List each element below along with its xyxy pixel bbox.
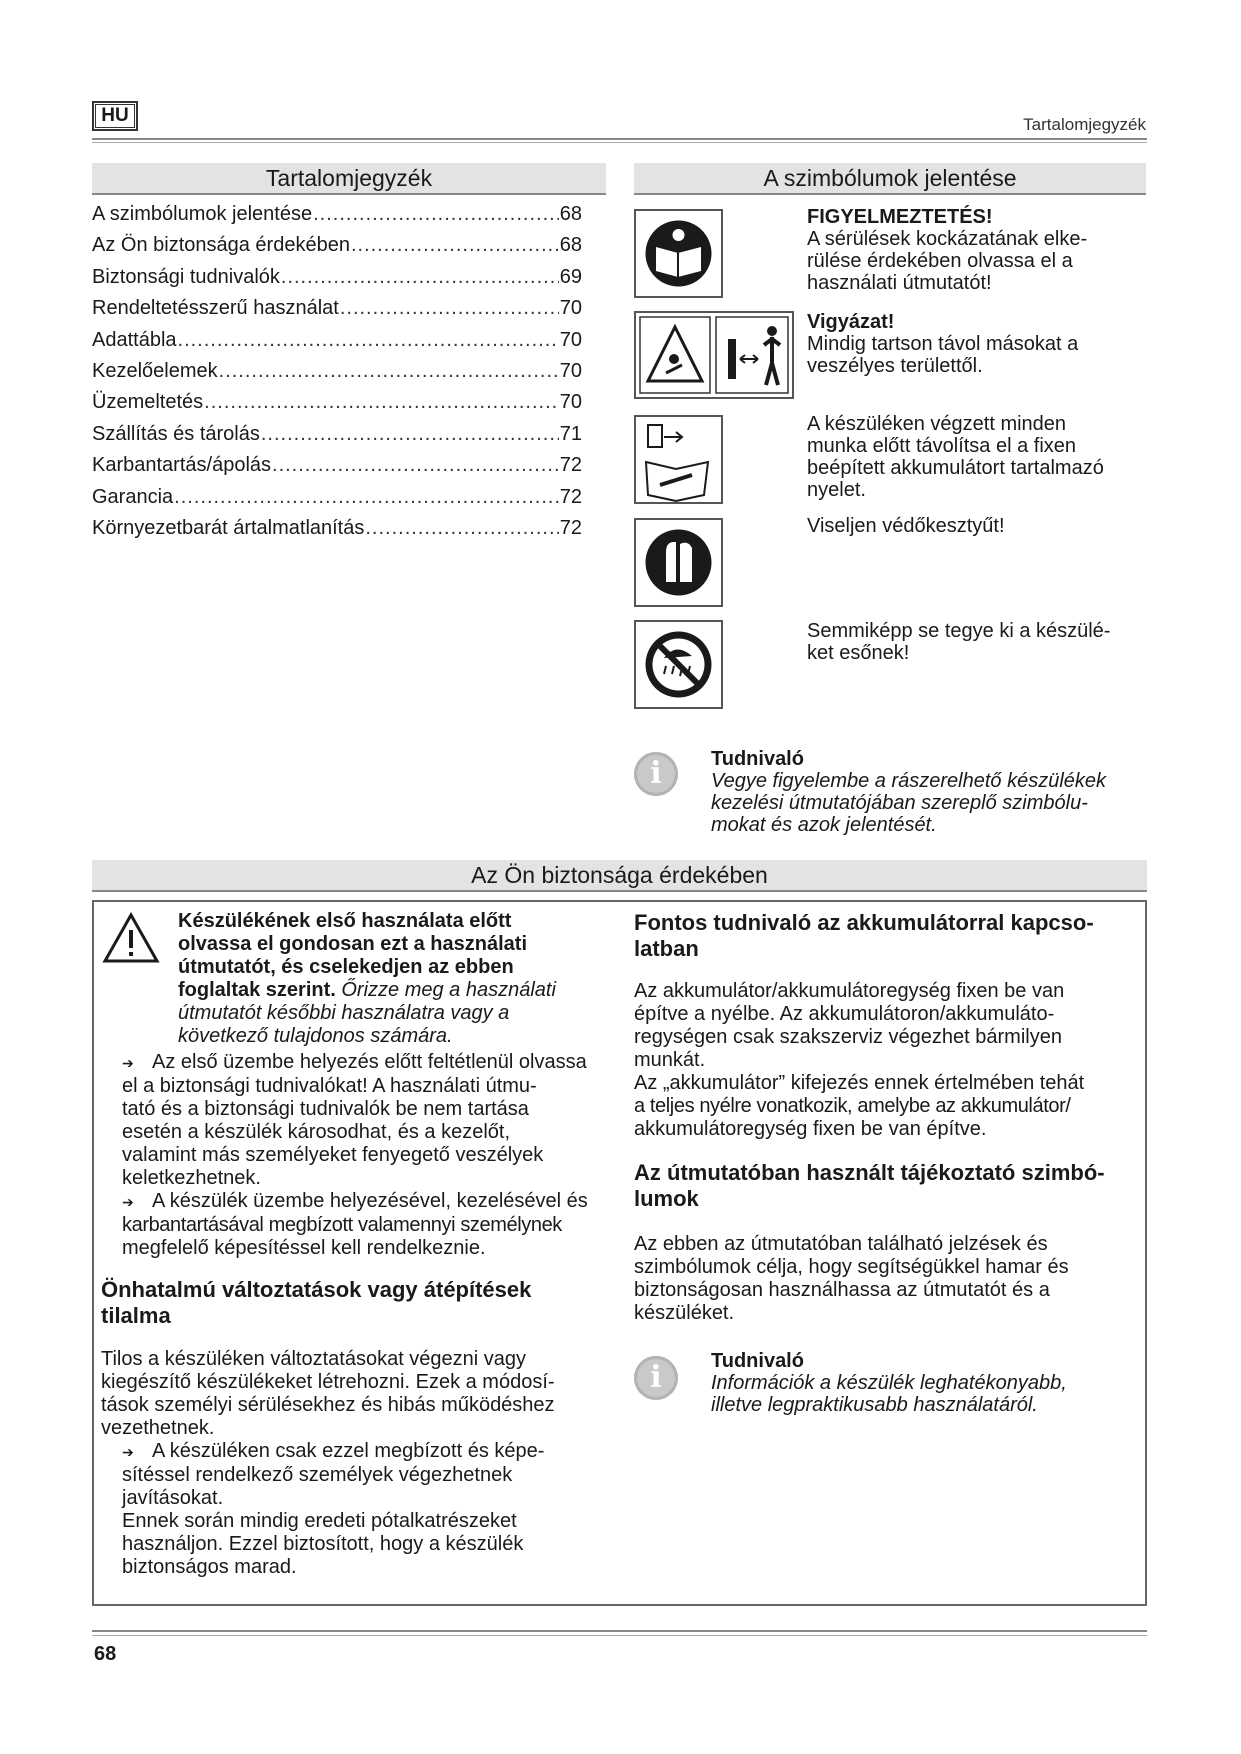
symbols-note <box>711 748 1106 836</box>
safety-bullets <box>122 1051 642 1260</box>
toc-entry-label: Az Ön biztonsága érdekében <box>92 234 350 257</box>
bullet-text: tató és a biztonsági tudnivalók be nem tartása <box>122 1098 529 1120</box>
read-manual-symbol <box>634 209 723 298</box>
page-number: 68 <box>94 1643 117 1665</box>
battery-text-line: akkumulátoregység fixen be van építve. <box>634 1118 987 1140</box>
first-use-bold-line: Készülékének első használata előtt <box>178 910 512 932</box>
battery-text-line: nyelet. <box>807 479 866 501</box>
modification-heading <box>101 1277 641 1329</box>
toc-dot-leader <box>340 297 559 320</box>
toc-entry-page: 70 <box>559 359 582 382</box>
warning-triangle-icon <box>102 912 160 964</box>
arrow-bullet-icon: ➔ <box>122 1194 134 1210</box>
bullet-text: megfelelő képesítéssel kell rendelkeznie. <box>122 1237 486 1259</box>
read-manual-icon <box>636 211 721 296</box>
bullet-text: használjon. Ezzel biztosított, hogy a készülék <box>122 1533 524 1555</box>
modification-text <box>101 1348 641 1440</box>
note-text-line: mokat és azok jelentését. <box>711 814 937 836</box>
info-text-line: Az ebben az útmutatóban található jelzések és <box>634 1233 1048 1255</box>
warning-text-line: A sérülések kockázatának elke- <box>807 228 1088 250</box>
bullet-text: A készüléken csak ezzel megbízott és képe- <box>152 1440 545 1462</box>
info-icon: i <box>634 752 678 796</box>
arrow-bullet-icon: ➔ <box>122 1055 134 1071</box>
toc-entry-label: Rendeltetésszerű használat <box>92 297 339 320</box>
info-heading-line: Az útmutatóban használt tájékoztató szimbó- <box>634 1160 1105 1185</box>
battery-symbol-text <box>807 413 1104 501</box>
battery-heading-line: Fontos tudnivaló az akkumulátorral kapcso- <box>634 910 1094 935</box>
caution-title: Vigyázat! <box>807 311 895 333</box>
keep-distance-symbol <box>634 311 794 399</box>
bullet-text: esetén a készülék károsodhat, és a kezelőt, <box>122 1121 511 1143</box>
first-use-italic-line: Őrizze meg a használati <box>341 979 556 1001</box>
toc-entry-page: 71 <box>559 422 582 445</box>
modification-heading-line: tilalma <box>101 1303 171 1328</box>
info-text-line: biztonságosan használhassa az útmutatót és a <box>634 1279 1050 1301</box>
header-rule <box>92 138 1147 140</box>
warning-text-line: használati útmutatót! <box>807 272 992 294</box>
first-use-italic-line: következő tulajdonos számára. <box>178 1025 453 1047</box>
battery-text-line: A készüléken végzett minden <box>807 413 1067 435</box>
toc-title: Tartalomjegyzék <box>92 163 606 193</box>
toc-entry <box>92 391 582 422</box>
rain-text-line: ket esőnek! <box>807 642 910 664</box>
toc-entry <box>92 423 582 454</box>
toc-entry-page: 70 <box>559 297 582 320</box>
toc-dot-leader <box>365 517 558 540</box>
toc-entry-label: Karbantartás/ápolás <box>92 454 272 477</box>
first-use-italic-line: útmutatót későbbi használatra vagy a <box>178 1002 510 1024</box>
bullet-text: javításokat. <box>122 1487 224 1509</box>
toc-entry <box>92 517 582 548</box>
note-text-line: Vegye figyelembe a rászerelhető készülékek <box>711 770 1107 792</box>
first-use-bold-line: olvassa el gondosan ezt a használati <box>178 933 528 955</box>
info-text-line: készüléket. <box>634 1302 735 1324</box>
toc-dot-leader <box>204 391 559 414</box>
battery-text-line: a teljes nyélre vonatkozik, amelybe az akkumulátor/ <box>634 1095 1071 1117</box>
toc-entry-page: 72 <box>559 516 582 539</box>
toc-entry-label: Kezelőelemek <box>92 359 218 382</box>
header-rule-thin <box>92 142 1147 143</box>
footer-rule-thin <box>92 1635 1147 1636</box>
toc-entry-page: 68 <box>559 203 582 225</box>
modification-text-line: Tilos a készüléken változtatásokat végezni vagy <box>101 1348 527 1370</box>
toc-entry <box>92 266 582 297</box>
footer-rule <box>92 1630 1147 1632</box>
battery-text-line: munka előtt távolítsa el a fixen <box>807 435 1077 457</box>
battery-text-line: beépített akkumulátort tartalmazó <box>807 457 1104 479</box>
header-title: Tartalomjegyzék <box>1023 115 1146 134</box>
toc-entry-label: Adattábla <box>92 328 177 351</box>
bullet-text: biztonságos marad. <box>122 1556 297 1578</box>
toc-entry-page: 70 <box>559 391 582 414</box>
toc-entry-page: 70 <box>559 328 582 351</box>
keep-distance-icon <box>636 313 792 397</box>
toc-dot-leader <box>281 266 559 289</box>
rain-text-line: Semmiképp se tegye ki a készülé- <box>807 620 1111 642</box>
toc-entry-label: Szállítás és tárolás <box>92 422 260 445</box>
toc-dot-leader <box>219 360 559 383</box>
toc-entry-label: Környezetbarát ártalmatlanítás <box>92 516 365 539</box>
modification-bullets <box>122 1440 642 1579</box>
warning-symbol-text <box>807 206 1087 294</box>
info-heading-line: lumok <box>634 1186 699 1211</box>
rain-symbol-text <box>807 620 1110 664</box>
bullet-text: keletkezhetnek. <box>122 1167 261 1189</box>
caution-symbol-text <box>807 311 1078 377</box>
remove-battery-icon <box>636 417 721 502</box>
modification-text-line: tások személyi sérülésekhez és hibás működéshez <box>101 1394 555 1416</box>
bullet-text: sítéssel rendelkező személyek végezhetnek <box>122 1464 513 1486</box>
toc-dot-leader <box>313 203 559 226</box>
toc-dot-leader <box>351 234 559 257</box>
toc-entry <box>92 203 582 234</box>
toc-entry <box>92 454 582 485</box>
toc-entry <box>92 360 582 391</box>
info-symbols-paragraph <box>634 1233 1139 1325</box>
toc-entry-label: Üzemeltetés <box>92 391 204 414</box>
bullet-text: Ennek során mindig eredeti pótalkatrészeket <box>122 1510 517 1532</box>
battery-heading-line: latban <box>634 936 699 961</box>
battery-text-line: Az akkumulátor/akkumulátoregység fixen be van <box>634 980 1065 1002</box>
toc-dot-leader <box>178 329 559 352</box>
arrow-bullet-icon: ➔ <box>122 1444 134 1460</box>
note-title: Tudnivaló <box>711 748 804 770</box>
toc-entry-label: Garancia <box>92 485 174 508</box>
warning-text-line: rülése érdekében olvassa el a <box>807 250 1073 272</box>
gloves-symbol <box>634 518 723 607</box>
toc-entry <box>92 486 582 517</box>
language-badge-label: HU <box>101 105 129 126</box>
modification-text-line: vezethetnek. <box>101 1417 215 1439</box>
toc-entry-page: 68 <box>559 234 582 257</box>
safety-note <box>711 1350 1067 1416</box>
toc-entry <box>92 234 582 265</box>
note-title: Tudnivaló <box>711 1350 804 1372</box>
first-use-warning <box>178 910 618 1048</box>
toc-dot-leader <box>174 486 559 509</box>
symbols-title-rule <box>634 193 1146 195</box>
first-use-bold-line: útmutatót, és cselekedjen az ebben <box>178 956 514 978</box>
battery-text-line: építve a nyélbe. Az akkumulátoron/akkumuláto- <box>634 1003 1055 1025</box>
toc-entry <box>92 329 582 360</box>
bullet-text: karbantartásával megbízott valamennyi személynek <box>122 1214 562 1236</box>
toc-entry-page: 72 <box>559 454 582 477</box>
first-use-bold-line: foglaltak szerint. <box>178 979 336 1001</box>
table-of-contents <box>92 203 582 548</box>
gloves-icon <box>636 520 721 605</box>
toc-entry <box>92 297 582 328</box>
bullet-text: Az első üzembe helyezés előtt feltétlenül olvassa <box>152 1051 587 1073</box>
remove-battery-symbol <box>634 415 723 504</box>
modification-heading-line: Önhatalmú változtatások vagy átépítések <box>101 1277 532 1302</box>
battery-text-line: munkát. <box>634 1049 706 1071</box>
battery-heading <box>634 910 1139 962</box>
language-badge <box>92 101 138 131</box>
gloves-text: Viseljen védőkesztyűt! <box>807 515 1005 537</box>
toc-entry-page: 69 <box>559 265 582 288</box>
battery-paragraph-2 <box>634 1072 1144 1141</box>
symbols-title: A szimbólumok jelentése <box>634 163 1146 193</box>
battery-paragraph-1 <box>634 980 1139 1072</box>
note-text-line: Információk a készülék leghatékonyabb, <box>711 1372 1067 1394</box>
bullet-text: valamint más személyeket fenyegető veszélyek <box>122 1144 544 1166</box>
toc-dot-leader <box>272 454 559 477</box>
toc-dot-leader <box>261 423 559 446</box>
info-text-line: szimbólumok célja, hogy segítségükkel hamar és <box>634 1256 1069 1278</box>
safety-title: Az Ön biztonsága érdekében <box>92 860 1147 890</box>
toc-title-rule <box>92 193 606 195</box>
safety-title-rule <box>92 890 1147 892</box>
info-symbols-heading <box>634 1160 1139 1212</box>
toc-entry-label: A szimbólumok jelentése <box>92 203 313 225</box>
caution-text-line: Mindig tartson távol másokat a <box>807 333 1079 355</box>
modification-text-line: kiegészítő készülékeket létrehozni. Ezek a módosí- <box>101 1371 555 1393</box>
info-icon: i <box>634 1356 678 1400</box>
caution-text-line: veszélyes területtől. <box>807 355 983 377</box>
battery-text-line: Az „akkumulátor” kifejezés ennek értelmében tehát <box>634 1072 1085 1094</box>
bullet-text: el a biztonsági tudnivalókat! A használati útmu- <box>122 1075 537 1097</box>
no-rain-symbol <box>634 620 723 709</box>
bullet-text: A készülék üzembe helyezésével, kezelésével és <box>152 1190 588 1212</box>
toc-entry-page: 72 <box>559 485 582 508</box>
toc-entry-label: Biztonsági tudnivalók <box>92 265 280 288</box>
warning-title: FIGYELMEZTETÉS! <box>807 206 993 228</box>
note-text-line: illetve legpraktikusabb használatáról. <box>711 1394 1038 1416</box>
battery-text-line: regységen csak szakszerviz végezhet bármilyen <box>634 1026 1062 1048</box>
note-text-line: kezelési útmutatójában szereplő szimbólu- <box>711 792 1088 814</box>
no-rain-icon <box>636 622 721 707</box>
